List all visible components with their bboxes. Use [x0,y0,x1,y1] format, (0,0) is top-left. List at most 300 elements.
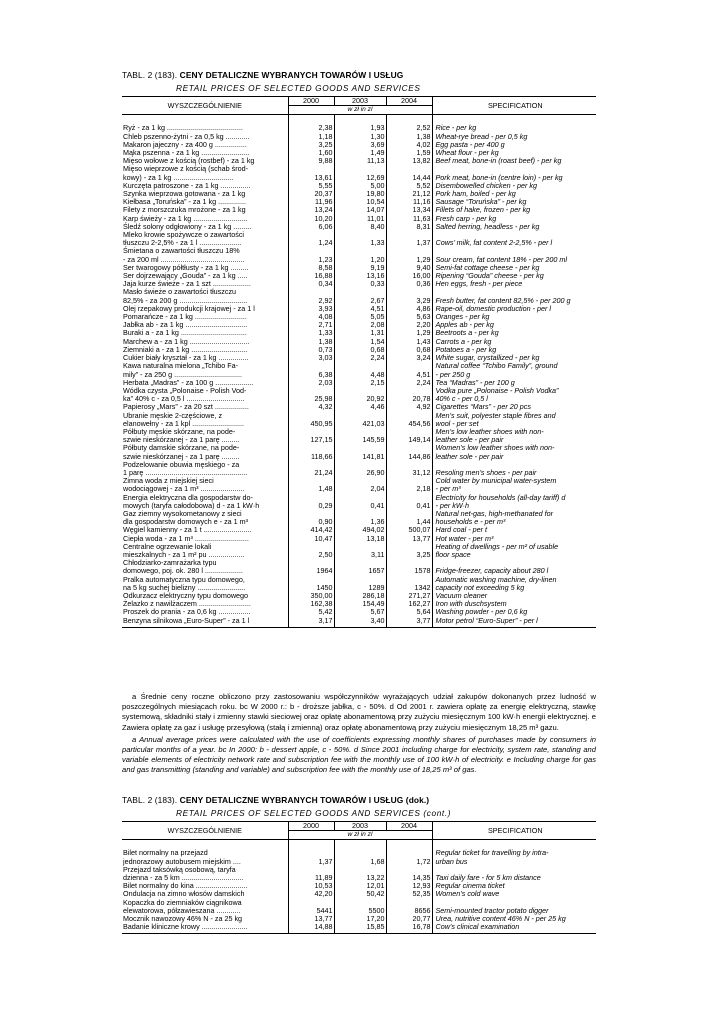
table1 [122,96,596,628]
table-row [122,617,596,625]
row-specification: Pork meat, bone-in (centre loin) - per kg [432,165,596,181]
row-value: 1,18 [288,133,334,141]
row-value: 13,61 [288,165,334,181]
row-specification: Ripening “Gouda” cheese - per kg [432,272,596,280]
table2-title [122,795,429,805]
row-value: 1657 [334,559,386,575]
row-value: 8,40 [334,223,386,231]
row-label: Śmietana o zawartości tłuszczu 18% - za 200 ml .......................................... [123,246,245,264]
row-label: Chleb pszenno-żytni - za 0,5 kg ............ [123,131,250,141]
row-value: 5,67 [334,608,386,616]
row-label: Buraki a - za 1 kg ................................. [123,328,247,338]
row-label: Ondulacja na zimno włosów damskich [123,889,245,899]
row-value: 2,92 [288,288,334,304]
row-label: Gaz ziemny wysokometanowy z sieci dla gospodarstw domowych e - za 1 m³ [123,508,249,527]
col-header-name: WYSZCZEGÓLNIENIE [122,822,288,840]
row-label: Mięso wieprzowe z kością (schab środ- kowy) - za 1 kg .............................. [123,164,249,182]
row-value: 1,68 [334,849,386,865]
footnotes [122,692,596,776]
row-specification: Regular cinema ticket [432,882,596,890]
row-specification: Urea, nutritive content 46% N - per 25 kg [432,915,596,923]
row-specification: Sour cream, fat content 18% - per 200 ml [432,247,596,263]
row-label: Węgiel kamienny - za 1 t ........................ [123,525,252,535]
row-specification: Apples ab - per kg [432,321,596,329]
row-specification: Wheat flour - per kg [432,149,596,157]
col-header-year: 2004 [386,97,432,106]
row-value: 9,19 [334,264,386,272]
row-value: 5,52 [386,182,432,190]
row-specification: Women’s cold wave [432,890,596,898]
row-value: 145,59 [334,428,386,444]
row-value: 1,60 [288,149,334,157]
row-label: Badanie kliniczne krowy ....................... [123,922,248,932]
row-value: 3,25 [288,141,334,149]
table-row [122,477,596,493]
row-label: Przejazd taksówką osobową, taryfa dzienna - za 5 km ............................... [123,864,244,883]
row-value: 50,42 [334,890,386,898]
row-value: 20,37 [288,190,334,198]
row-value: 13,24 [288,206,334,214]
row-specification: Beetroots a - per kg [432,329,596,337]
row-specification: Cold water by municipal water-system - per m³ [432,477,596,493]
row-value: 10,47 [288,535,334,543]
table-row [122,899,596,915]
row-specification: Washing powder - per 0,6 kg [432,608,596,616]
row-value: 4,48 [334,362,386,378]
table-row [122,576,596,592]
row-value: 13,16 [334,272,386,280]
col-header-spec: SPECIFICATION [432,822,596,840]
row-value: 21,24 [288,461,334,477]
row-value: 16,88 [288,272,334,280]
table2 [122,821,596,934]
row-label: Papierosy „Mars” - za 20 szt ................. [123,402,249,412]
row-value: 12,93 [386,882,432,890]
row-label: Ser twarogowy półtłusty - za 1 kg ......... [123,262,249,272]
row-value: 1,49 [334,149,386,157]
row-specification: Fresh butter, fat content 82,5% - per 200 g [432,288,596,304]
row-value: 3,29 [386,288,432,304]
row-value: 5,05 [334,313,386,321]
row-value: 5,64 [386,608,432,616]
row-value: 14,44 [386,165,432,181]
row-value: 154,49 [334,600,386,608]
row-value: 500,07 [386,526,432,534]
row-specification: Sausage “Toruńska” - per kg [432,198,596,206]
col-header-year: 2000 [288,97,334,106]
row-label: Olej rzepakowy produkcji krajowej - za 1 l [123,303,255,313]
row-specification: Taxi daily fare - for 5 km distance [432,866,596,882]
row-value: 1,29 [386,329,432,337]
row-specification: Wheat-rye bread - per 0,5 kg [432,133,596,141]
row-label: Zimna woda z miejskiej sieci wodociągowej - za 1 m³ ...................... [123,476,245,494]
row-label: Mąka pszenna - za 1 kg ........................ [123,148,250,158]
row-specification: Fillets of hake, frozen - per kg [432,206,596,214]
row-value: 0,41 [386,494,432,510]
row-value: 0,33 [334,280,386,288]
table-row [122,428,596,444]
col-header-year: 2003 [334,822,386,831]
row-value: 14,07 [334,206,386,214]
row-specification: Potatoes a - per kg [432,346,596,354]
row-specification: Hen eggs, fresh - per piece [432,280,596,288]
row-label: Chłodziarko-zamrażarka typu domowego, poj. ok. 280 l ................... [123,558,243,576]
row-value: 1,23 [288,247,334,263]
row-label: Filety z morszczuka mrożone - za 1 kg [123,205,246,215]
row-label: Marchew a - za 1 kg .............................. [123,336,250,346]
row-value: 3,25 [386,543,432,559]
row-label: Żelazko z nawilżaczem .......................... [123,599,251,609]
table-row [122,559,596,575]
row-specification: Vacuum cleaner [432,592,596,600]
table-row [122,165,596,181]
row-specification: Resoling men’s shoes - per pair [432,461,596,477]
row-label: Półbuty damskie skórzane, na pode- szwie nieskórzanej - za 1 parę ......... [123,443,240,461]
row-specification: Men’s low leather shoes with non- leather sole - per pair [432,428,596,444]
row-specification: Regular ticket for travelling by intra- urban bus [432,849,596,865]
table-row [122,510,596,526]
row-value: 13,34 [386,206,432,214]
row-label: Mocznik nawozowy 46% N - za 25 kg [123,914,243,924]
table-row [122,849,596,865]
row-value: 4,92 [386,403,432,411]
row-label: Centralne ogrzewanie lokali mieszkalnych - za 1 m² pu .................. [123,541,245,559]
row-value: 0,36 [386,280,432,288]
row-label: Jabłka ab - za 1 kg ............................... [123,320,248,330]
row-value: 12,01 [334,882,386,890]
row-value: 1,93 [334,124,386,132]
table2-subtitle: RETAIL PRICES OF SELECTED GOODS AND SERVICES (cont.) [176,808,452,818]
row-specification: Women’s low leather shoes with non- leather sole - per pair [432,444,596,460]
row-value: 13,22 [334,866,386,882]
row-value: 16,78 [386,923,432,931]
footnote-en: a Annual average prices were calculated with the use of coefficients expressing monthly shares of purchases made by consumers in particular months of a year. bc In 2000: b - dessert apple, c - 50%. d Since 2001 including charge for electricity, system rate, standing and variable elements of electricity network rate and subscription fee with the monthly use of 100 kW·h of electricity. e Including charge for gas and gas transmitting (standing and variable) and subscription fee with the monthly use of 18,25 m³ of gas. [122,734,596,775]
row-specification: Oranges - per kg [432,313,596,321]
row-value: 1,38 [288,338,334,346]
row-value: 5,00 [334,182,386,190]
row-specification: Beef meat, bone-in (roast beef) - per kg [432,157,596,165]
row-specification: Egg pasta - per 400 g [432,141,596,149]
row-value: 118,66 [288,444,334,460]
row-label: Ryż - za 1 kg ...................................... [123,123,243,133]
row-value: 3,17 [288,617,334,625]
table-row [122,866,596,882]
row-value: 421,03 [334,412,386,428]
row-label: Pomarańcze - za 1 kg .......................... [123,312,247,322]
row-value: 0,29 [288,494,334,510]
row-label: Kopaczka do ziemniaków ciągnikowa elewatorowa, półzawieszana ............ [123,897,242,915]
row-value: 2,50 [288,543,334,559]
row-specification: Motor petrol “Euro-Super” - per l [432,617,596,625]
row-value: 3,03 [288,354,334,362]
row-value: 2,24 [334,354,386,362]
row-value: 8,58 [288,264,334,272]
row-value: 450,95 [288,412,334,428]
row-value: 2,15 [334,379,386,387]
row-specification: Rape-oil, domestic production - per l [432,305,596,313]
row-specification: Vodka pure „Polonaise - Polish Vodka” 40% c - per 0,5 l [432,387,596,403]
row-value: 5,55 [288,182,334,190]
col-header-year: 2004 [386,822,432,831]
row-value: 25,98 [288,387,334,403]
row-specification: Semi-fat cottage cheese - per kg [432,264,596,272]
row-label: Mleko krowie spożywcze o zawartości tłuszczu 2-2,5% - za 1 l ..................... [123,230,245,248]
row-specification: Iron with duschsystem [432,600,596,608]
table-row [122,231,596,247]
row-label: Bilet normalny do kina .......................... [123,881,248,891]
row-value: 5,42 [288,608,334,616]
row-value: 42,20 [288,890,334,898]
row-specification: Natural net-gas, high-methanated for households e - per m³ [432,510,596,526]
col-header-name: WYSZCZEGÓLNIENIE [122,97,288,115]
row-value: 9,88 [288,157,334,165]
row-value: 2,18 [386,477,432,493]
row-value: 3,11 [334,543,386,559]
row-value: 4,32 [288,403,334,411]
row-specification: Men’s suit, polyester staple fibres and wool - per set [432,412,596,428]
row-label: Ziemniaki a - za 1 kg ............................ [123,344,248,354]
row-value: 26,90 [334,461,386,477]
row-value: 13,18 [334,535,386,543]
row-specification: Disembowelled chicken - per kg [432,182,596,190]
row-value: 10,53 [288,882,334,890]
row-value: 3,93 [288,305,334,313]
row-value: 3,40 [334,617,386,625]
row-value: 0,90 [288,510,334,526]
table-row [122,247,596,263]
table-row [122,288,596,304]
row-label: Ciepła woda - za 1 m³ ........................... [123,533,249,543]
row-specification: Fridge-freezer, capacity about 280 l [432,559,596,575]
row-label: Wódka czysta „Polonaise - Polish Vod- ka” 40% c - za 0,5 l ............................. [123,385,247,404]
row-value: 2,20 [386,321,432,329]
row-value: 454,56 [386,412,432,428]
table1-title-pl: CENY DETALICZNE WYBRANYCH TOWARÓW I USŁUG [179,70,404,80]
table-row [122,387,596,403]
table-row [122,362,596,378]
row-label: Benzyna silnikowa „Euro-Super” - za 1 l [123,615,250,625]
row-value: 494,02 [334,526,386,534]
row-label: Herbata „Madras” - za 100 g ................... [123,377,254,387]
row-value: 3,69 [334,141,386,149]
row-value: 1,36 [334,510,386,526]
row-value: 1,38 [386,133,432,141]
row-value: 286,18 [334,592,386,600]
row-value: 5500 [334,899,386,915]
row-value: 16,00 [386,272,432,280]
row-value: 4,46 [334,403,386,411]
table-row [122,412,596,428]
row-value: 6,38 [288,362,334,378]
row-value: 20,92 [334,387,386,403]
row-value: 127,15 [288,428,334,444]
row-specification: Cows’ milk, fat content 2-2,5% - per l [432,231,596,247]
row-value: 14,35 [386,866,432,882]
row-value: 11,89 [288,866,334,882]
row-label: Energia elektryczna dla gospodarstw do- mowych (taryfa całodobowa) d - za 1 kW·h [123,492,260,510]
row-label: Mięso wołowe z kością (rostbef) - za 1 kg [123,156,255,166]
row-specification: Tea “Madras” - per 100 g [432,379,596,387]
row-specification: White sugar, crystallized - per kg [432,354,596,362]
col-header-spec: SPECIFICATION [432,97,596,115]
row-label: Śledź solony odgłowiony - za 1 kg ......... [123,221,252,231]
col-header-year: 2003 [334,97,386,106]
row-value: 6,06 [288,223,334,231]
row-value: 1,33 [334,231,386,247]
row-specification: Cow’s clinical examination [432,923,596,931]
row-value: 414,42 [288,526,334,534]
row-value: 162,38 [288,600,334,608]
table-row [122,444,596,460]
row-value: 20,77 [386,915,432,923]
row-value: 9,40 [386,264,432,272]
row-value: 5,63 [386,313,432,321]
table2-number: TABL. 2 (183). [122,795,180,805]
row-value: 0,41 [334,494,386,510]
row-specification: Salted herring, headless - per kg [432,223,596,231]
row-value: 11,96 [288,198,334,206]
table-row [122,923,596,931]
row-specification: Cigarettes “Mars” - per 20 pcs [432,403,596,411]
unit-label: w zł in zl [288,106,432,115]
row-label: Pralka automatyczna typu domowego, na 5 kg suchej bielizny ........................ [123,574,246,592]
row-value: 149,14 [386,428,432,444]
table2-title-pl: CENY DETALICZNE WYBRANYCH TOWARÓW I USŁUG (dok.) [179,795,430,805]
row-specification: Semi-mounted tractor potato digger [432,899,596,915]
row-value: 4,86 [386,305,432,313]
row-specification: Fresh carp - per kg [432,215,596,223]
row-value: 3,24 [386,354,432,362]
row-value: 0,34 [288,280,334,288]
row-value: 14,88 [288,923,334,931]
row-label: Podzelowanie obuwia męskiego - za 1 parę ................................................... [123,459,248,477]
row-label: Proszek do prania - za 0,6 kg ................ [123,607,251,617]
table1-body [122,115,596,627]
table1-title [122,70,403,80]
row-value: 3,77 [386,617,432,625]
row-value: 350,00 [288,592,334,600]
row-value: 11,63 [386,215,432,223]
row-value: 1342 [386,576,432,592]
table-row [122,494,596,510]
row-value: 144,86 [386,444,432,460]
row-value: 4,08 [288,313,334,321]
row-value: 15,85 [334,923,386,931]
row-value: 13,77 [288,915,334,923]
table-row [122,461,596,477]
row-value: 4,51 [386,362,432,378]
row-value: 2,67 [334,288,386,304]
col-header-year: 2000 [288,822,334,831]
row-value: 1,29 [386,247,432,263]
row-value: 1289 [334,576,386,592]
row-value: 5441 [288,899,334,915]
row-value: 1,48 [288,477,334,493]
row-value: 10,20 [288,215,334,223]
table1-number: TABL. 2 (183). [122,70,180,80]
row-value: 8656 [386,899,432,915]
row-label: Makaron jajeczny - za 400 g ................ [123,139,247,149]
row-label: Półbuty męskie skórzane, na pode- szwie nieskórzanej - za 1 parę ......... [123,426,240,445]
row-value: 19,80 [334,190,386,198]
row-value: 141,81 [334,444,386,460]
footnote-pl: a Średnie ceny roczne obliczono przy zastosowaniu współczynników wyrażających udział zakupów dokonanych przez ludność w poszczególnych miesiącach roku. bc W 2000 r.: b - droższe jabłka, c - 50%. d Od 2001 r. zawiera opłatę za energię elektryczną, stawkę systemową, składniki stały i zmienny stawki sieciowej oraz opłatę abonamentową przy zużyciu miesięcznym 100 kW·h energii elektrycznej. e Zawiera opłatę za gaz i usługę przesyłową (stałą i zmienną) oraz opłatę abonamentową przy zużyciu miesięcznym 18,25 m³ gazu. [122,692,596,732]
table1-subtitle: RETAIL PRICES OF SELECTED GOODS AND SERVICES [176,83,421,93]
row-value: 2,24 [386,379,432,387]
row-label: Odkurzacz elektryczny typu domowego [123,590,249,600]
row-value: 17,20 [334,915,386,923]
row-value: 12,69 [334,165,386,181]
row-value: 4,02 [386,141,432,149]
row-label: Ubranie męskie 2-częściowe, z elanowełny - za 1 kpl .......................... [123,410,245,428]
row-value: 1,43 [386,338,432,346]
row-label: Cukier biały kryształ - za 1 kg ............... [123,353,249,363]
row-value: 1,24 [288,231,334,247]
row-value: 0,68 [334,346,386,354]
row-value: 10,54 [334,198,386,206]
row-value: 2,52 [386,124,432,132]
row-label: Masło świeże o zawartości tłuszczu 82,5% - za 200 g .................................. [123,287,248,305]
row-label: Jaja kurze świeże - za 1 szt ................... [123,279,251,289]
row-value: 0,68 [386,346,432,354]
row-specification: Heating of dwellings - per m² of usable floor space [432,543,596,559]
row-value: 11,16 [386,198,432,206]
row-value: 1,37 [386,231,432,247]
row-value: 162,27 [386,600,432,608]
row-value: 1,54 [334,338,386,346]
row-label: Szynka wieprzowa gotowana - za 1 kg [123,189,246,199]
row-specification: Pork ham, boiled - per kg [432,190,596,198]
row-value: 31,12 [386,461,432,477]
row-label: Bilet normalny na przejazd jednorazowy autobusem miejskim .... [123,848,241,866]
row-value: 2,03 [288,379,334,387]
row-label: Karp świeży - za 1 kg ........................... [123,213,248,223]
row-label: Ser dojrzewający „Gouda” - za 1 kg ..... [123,271,248,281]
row-label: Kiełbasa „Toruńska” - za 1 kg .............. [123,197,247,207]
row-value: 1578 [386,559,432,575]
table-row [122,543,596,559]
row-value: 13,82 [386,157,432,165]
table2-body [122,840,596,934]
row-value: 1,30 [334,133,386,141]
row-value: 1,20 [334,247,386,263]
row-value: 20,78 [386,387,432,403]
row-value: 2,71 [288,321,334,329]
row-value: 2,38 [288,124,334,132]
row-value: 1,33 [288,329,334,337]
row-value: 1,44 [386,510,432,526]
row-value: 4,51 [334,305,386,313]
row-value: 1,31 [334,329,386,337]
row-value: 11,13 [334,157,386,165]
row-specification: Natural coffee “Tchibo Family”, ground - per 250 g [432,362,596,378]
row-label: Kawa naturalna mielona „Tchibo Fa- mily” - za 250 g .................................. [123,361,243,379]
row-specification: Automatic washing machine, dry-linen capacity not exceeding 5 kg [432,576,596,592]
row-value: 1,59 [386,149,432,157]
row-value: 52,35 [386,890,432,898]
row-value: 21,12 [386,190,432,198]
row-specification: Electricity for households (all-day tariff) d - per kW·h [432,494,596,510]
row-label: Kurczęta patroszone - za 1 kg ............... [123,180,251,190]
row-value: 2,08 [334,321,386,329]
row-specification: Hot water - per m³ [432,535,596,543]
row-value: 1964 [288,559,334,575]
row-value: 0,73 [288,346,334,354]
row-value: 2,04 [334,477,386,493]
row-value: 1,72 [386,849,432,865]
row-value: 271,27 [386,592,432,600]
row-value: 1450 [288,576,334,592]
